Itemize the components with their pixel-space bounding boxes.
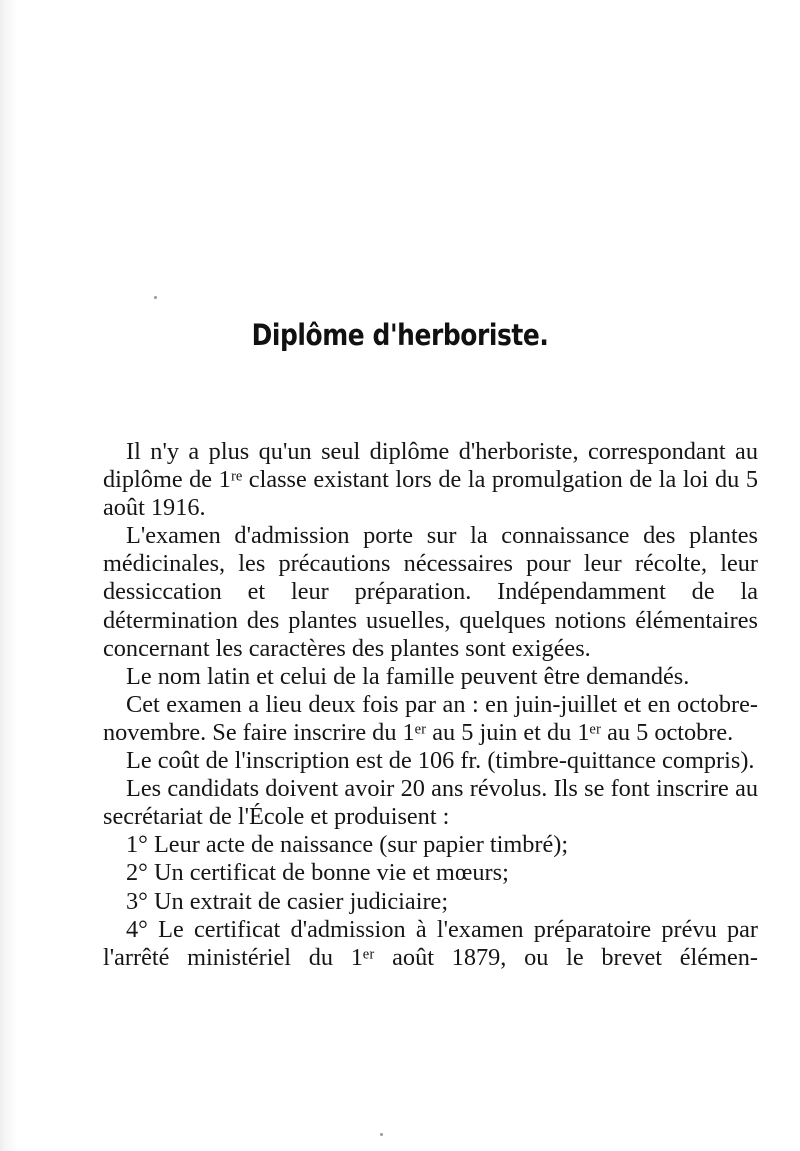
paragraph: Cet examen a lieu deux fois par an : en juin-juillet et en octobre-novembre. Se faire inscrire du 1ᵉʳ au 5 juin et du 1ᵉʳ au 5 octobre.	[103, 690, 758, 746]
paper-speck	[154, 296, 157, 299]
list-item: 1° Leur acte de naissance (sur papier timbré);	[126, 831, 569, 859]
paragraph: Le coût de l'inscription est de 106 fr. (timbre-quittance compris).	[126, 747, 755, 775]
list-item: 4° Le certificat d'admission à l'examen préparatoire prévu par l'arrêté ministériel du 1ᵉʳ août 1879, ou le brevet élémen-	[103, 915, 758, 971]
list-item: 3° Un extrait de casier judiciaire;	[126, 887, 449, 915]
list-item: 2° Un certificat de bonne vie et mœurs;	[126, 859, 509, 887]
paragraph: Le nom latin et celui de la famille peuvent être demandés.	[126, 662, 690, 690]
page-title: Diplôme d'herboriste.	[251, 318, 549, 352]
paragraph: Les candidats doivent avoir 20 ans révolus. Ils se font inscrire au secrétariat de l'École et produisent :	[103, 775, 758, 831]
document-body	[103, 438, 758, 972]
paragraph: Il n'y a plus qu'un seul diplôme d'herboriste, correspondant au diplôme de 1ʳᵉ classe existant lors de la promulgation de la loi du 5 août 1916.	[103, 438, 758, 522]
paragraph: L'examen d'admission porte sur la connaissance des plantes médicinales, les précautions nécessaires pour leur récolte, leur dessiccation et leur préparation. Indépendamment de la détermination des plantes usuelles, quelques notions élémentaires concernant les caractères des plantes sont exigées.	[103, 522, 758, 662]
paper-speck	[380, 1133, 383, 1136]
